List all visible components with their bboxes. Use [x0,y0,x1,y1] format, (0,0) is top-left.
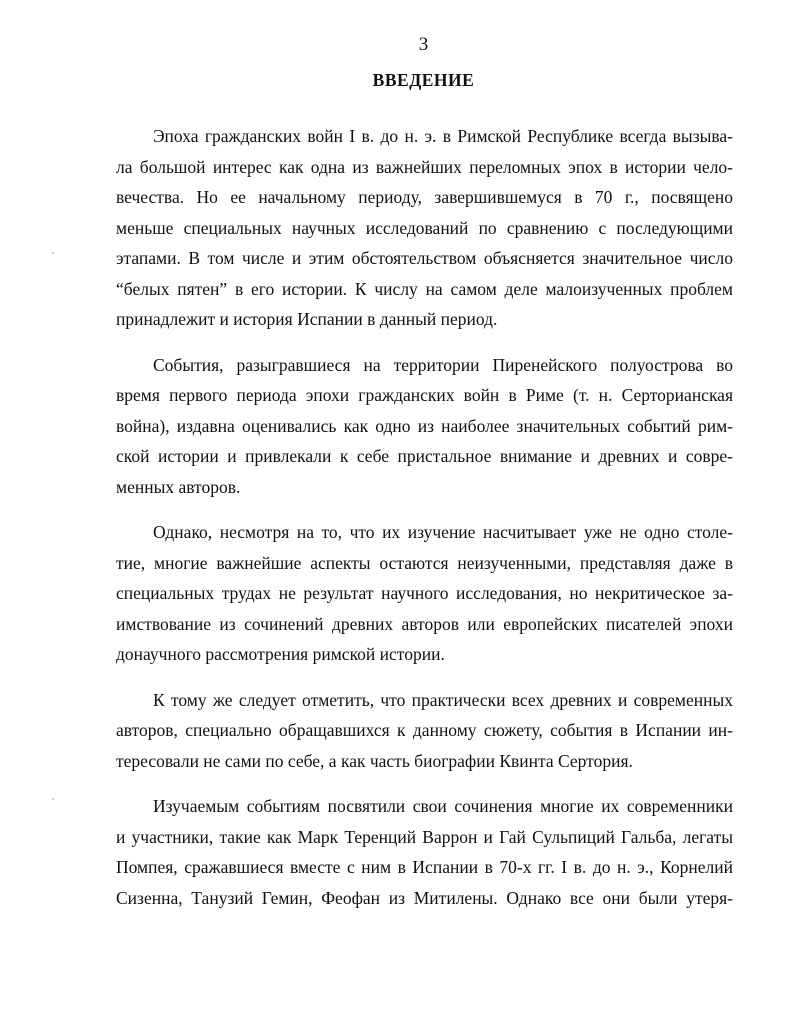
text-line: менных авторов. [116,476,241,497]
text-line: донаучного рассмотрения римской истории. [116,644,445,664]
page-number: 3 [418,34,429,55]
paragraph-1 [116,121,733,335]
text-line: имствование из сочинений древних авторов или европейских писателей эпохи [116,613,733,634]
section-title: ВВЕДЕНИЕ [372,70,475,90]
paragraph-3 [116,517,733,670]
text-line: Помпея, сражавшиеся вместе с ним в Испании в 70-х гг. I в. до н. э., Корнелий [116,857,733,877]
text-line: тересовали не сами по себе, а как часть биографии Квинта Сертория. [116,750,633,771]
text-line: вечества. Но ее начальному периоду, завершившемуся в 70 г., посвящено [116,187,733,207]
text-line: и участники, такие как Марк Теренций Варрон и Гай Сульпиций Гальба, легаты [116,826,733,847]
text-line: Эпоха гражданских войн I в. до н. э. в Римской Республике всегда вызыва- [153,126,733,146]
text-line: События, разыгравшиеся на территории Пиренейского полуострова во [153,354,733,375]
paragraph-4 [116,685,733,777]
text-line: этапами. В том числе и этим обстоятельством объясняется значительное число [116,248,733,268]
text-line: ской истории и привлекали к себе пристальное внимание и древних и совре- [116,446,733,466]
text-line: принадлежит и история Испании в данный период. [116,309,498,329]
text-line: тие, многие важнейшие аспекты остаются неизученными, представляя даже в [116,552,733,573]
text-line: время первого периода эпохи гражданских войн в Риме (т. н. Серторианская [116,385,733,405]
paragraph-5 [116,791,733,913]
text-line: специальных трудах не результат научного исследования, но некритическое за- [116,583,733,603]
text-line: ла большой интерес как одна из важнейших переломных эпох в истории чело- [116,156,733,177]
scan-speck [52,252,54,254]
text-line: война), издавна оценивались как одно из наиболее значительных событий рим- [116,415,733,436]
text-line: Изучаемым событиям посвятили свои сочинения многие их современники [153,796,733,816]
text-line: Сизенна, Танузий Гемин, Феофан из Митилены. Однако все они были утеря- [116,887,733,908]
text-line: авторов, специально обращавшихся к данному сюжету, события в Испании ин- [116,720,733,740]
body-text [116,121,733,928]
text-line: “белых пятен” в его истории. К числу на самом деле малоизученных проблем [116,278,733,299]
paragraph-2 [116,350,733,503]
text-line: Однако, несмотря на то, что их изучение насчитывает уже не одно столе- [153,522,733,542]
scan-speck [52,798,54,800]
text-line: меньше специальных научных исследований по сравнению с последующими [116,217,733,238]
text-line: К тому же следует отметить, что практически всех древних и современных [153,689,733,710]
